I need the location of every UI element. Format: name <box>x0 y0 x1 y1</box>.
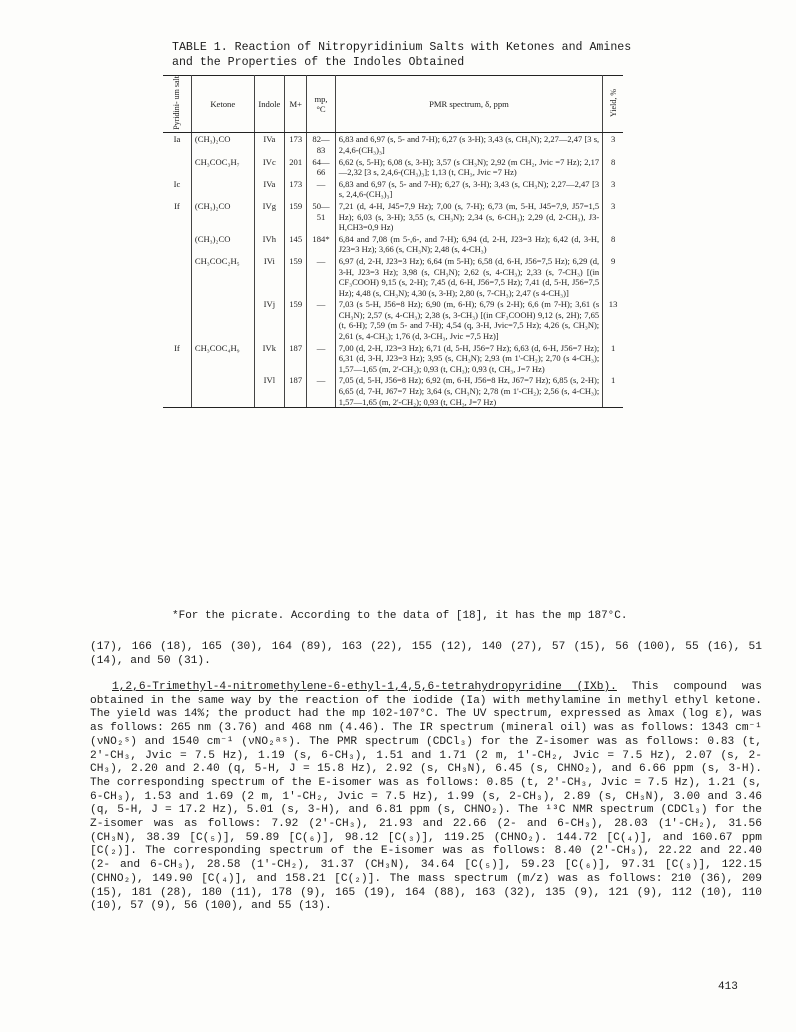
cell-mw: 145 <box>285 233 307 255</box>
cell-yield: 8 <box>610 233 616 244</box>
cell-ketone: CH₃COC₄H₉ <box>191 342 254 375</box>
cell-indole: IVl <box>254 374 284 407</box>
cell-ketone <box>191 298 254 341</box>
header-molecular-ion: M+ <box>285 76 307 133</box>
cell-mw: 173 <box>285 133 307 156</box>
cell-salt: If <box>163 200 191 233</box>
compound-description: This compound was obtained in the same way by the reaction of the iodide (Ia) with methylamine in methyl ethyl ketone. The yield was 14%; the product had the mp 102-107°C. The UV spectrum, expressed as λmax (log ε), was as follows: 265 nm (3.76) and 468 nm (4.46). The IR spectrum (mineral oil) was as follows: 1343 cm⁻¹ (νNO₂ˢ) and 1540 cm⁻¹ (νNO₂ᵃˢ). The PMR spectrum (CDCl₃) for the Z-isomer was as follows: 0.83 (t, 2'-CH₃, Jvic = 7.5 Hz), 1.19 (s, 6-CH₃), 1.51 and 1.71 (2 m, 1'-CH₂, Jvic = 7.5 Hz), 2.07 (s, 2-CH₃), 2.20 and 2.40 (q, 5-H, J = 15.8 Hz), 2.92 (s, CH₃N), 6.45 (s, CHNO₂), and 6.66 ppm (s, 3-H). The corresponding spectrum of the E-isomer was as follows: 0.85 (t, 2'-CH₃, Jvic = 7.5 Hz), 1.21 (s, 6-CH₃), 1.53 and 1.69 (2 m, 1'-CH₂, Jvic = 7.5 Hz), 1.99 (s, 2-CH₃), 2.89 (s, CH₃N), 3.00 and 3.46 (q, 5-H, J = 17.2 Hz), 5.01 (s, 3-H), and 6.81 ppm (s, CHNO₂). The ¹³C NMR spectrum (CDCl₃) for the Z-isomer was as follows: 7.92 (2'-CH₃), 21.93 and 22.66 (2- and 6-CH₃), 28.03 (1'-CH₂), 31.56 (CH₃N), 38.39 [C(₅)], 59.89 [C(₆)], 98.12 [C(₃)], 119.25 (CHNO₂). 144.72 [C(₄)], and 160.67 ppm [C(₂)]. The corresponding spectrum of the E-isomer was as follows: 8.40 (2'-CH₃), 22.22 and 22.40 (2- and 6-CH₃), 28.58 (1'-CH₂), 31.37 (CH₃N), 34.64 [C(₅)], 59.23 [C(₆)], 97.31 [C(₃)], 122.15 (CHNO₂), 149.90 [C(₄)], and 158.21 [C(₂)]. The mass spectrum (m/z) was as follows: 210 (36), 209 (15), 181 (28), 180 (11), 178 (9), 165 (19), 164 (88), 163 (32), 135 (9), 121 (9), 112 (10), 110 (10), 57 (9), 56 (100), and 55 (13). <box>90 681 762 913</box>
cell-yield: 3 <box>610 200 616 211</box>
cell-yield: 3 <box>610 134 616 145</box>
cell-mp: 64—66 <box>307 156 335 178</box>
cell-mw: 187 <box>285 342 307 375</box>
cell-ketone: CH₃COC₂H₅ <box>191 255 254 298</box>
header-yield: Yield, % <box>603 76 623 133</box>
table-row <box>163 178 623 200</box>
cell-yield: 1 <box>610 342 616 353</box>
cell-salt <box>163 255 191 298</box>
cell-pmr: 6,97 (d, 2-H, J23=3 Hz); 6,64 (m 5-H); 6,58 (d, 6-H, J56=7,5 Hz); 6,29 (d, 3-H, J23=3 Hz); 3,98 (s, CH₃N); 2,62 (s, 4-CH₃); 2,33 (s, 7-CH₃) [(in CF₃COOH) 9,15 (s, 2-H); 7,45 (d, 6-H, J56=7,5 Hz); 7,41 (d, 5-H, J56=7,5 Hz); 4,48 (s, CH₃N); 4,30 (s, 3-H); 2,80 (s, 7-CH₃); 2,47 (s 4-CH₃)] <box>335 255 602 298</box>
cell-salt <box>163 374 191 407</box>
cell-ketone: CH₃COC₃H₇ <box>191 156 254 178</box>
cell-mw: 187 <box>285 374 307 407</box>
cell-mp: — <box>307 178 335 200</box>
cell-mw: 159 <box>285 200 307 233</box>
cell-ketone <box>191 178 254 200</box>
header-ketone: Ketone <box>191 76 254 133</box>
cell-pmr: 6,62 (s, 5-H); 6,08 (s, 3-H); 3,57 (s CH₃N); 2,92 (m CH₂, Jvic =7 Hz); 2,17—2,32 [3 s, 2,4,6-(CH₃)₃]; 1,13 (t, CH₃, Jvic =7 Hz) <box>335 156 602 178</box>
compound-heading: 1,2,6-Trimethyl-4-nitromethylene-6-ethyl-1,4,5,6-tetrahydropyridine (IXb). <box>112 681 617 693</box>
table-row <box>163 255 623 298</box>
cell-indole: IVc <box>254 156 284 178</box>
cell-salt: If <box>163 342 191 375</box>
cell-ketone: (CH₃)₂CO <box>191 233 254 255</box>
cell-indole: IVa <box>254 178 284 200</box>
table-footnote: *For the picrate. According to the data of [18], it has the mp 187°C. <box>172 610 628 622</box>
cell-pmr: 7,21 (d, 4-H, J45=7,9 Hz); 7,00 (s, 7-H); 6,73 (m, 5-H, J45=7,9, J57=1,5 Hz); 6,03 (s, 3-H); 3,55 (s, CH₃N); 2,34 (s, 6-CH₃); 2,29 (d, 2-CH₃), J3-H,CH3=0,9 Hz) <box>335 200 602 233</box>
cell-ketone: (CH₃)₂CO <box>191 200 254 233</box>
cell-mp: 82—83 <box>307 133 335 156</box>
cell-pmr: 6,84 and 7,08 (m 5-,6-, and 7-H); 6,94 (d, 2-H, J23=3 Hz); 6,42 (d, 3-H, J23=3 Hz); 3,66 (s, CH₃N); 2,48 (s, 4-CH₃) <box>335 233 602 255</box>
cell-ketone <box>191 374 254 407</box>
cell-pmr: 7,05 (d, 5-H, J56=8 Hz); 6,92 (m, 6-H, J56=8 Hz, J67=7 Hz); 6,85 (s, 2-H); 6,65 (d, 7-H, J67=7 Hz); 3,64 (s, CH₃N); 2,78 (m 1'-CH₂); 2,56 (s, 4-CH₃); 1,57—1,65 (m, 2'-CH₂); 0,93 (t, CH₃, J=7 Hz) <box>335 374 602 407</box>
header-indole: Indole <box>254 76 284 133</box>
cell-indole: IVa <box>254 133 284 156</box>
cell-indole: IVj <box>254 298 284 341</box>
cell-indole: IVi <box>254 255 284 298</box>
cell-yield: 1 <box>603 374 623 407</box>
header-pyridinium-salt: Pyridini- um salt <box>163 76 191 133</box>
cell-indole: IVg <box>254 200 284 233</box>
cell-salt <box>163 298 191 341</box>
indole-table <box>163 75 623 408</box>
cell-yield: 13 <box>608 299 618 310</box>
header-melting-point: mp, °C <box>307 76 335 133</box>
cell-pmr: 7,03 (s 5-H, J56=8 Hz); 6,90 (m, 6-H); 6,79 (s 2-H); 6,6 (m 7-H); 3,61 (s CH₃N); 2,57 (s, 4-CH₃); 2,38 (s, 3-CH₃) [(in CF₃COOH) 9,12 (s, 2H); 7,65 (t, 6-H); 7,59 (m 5- and 7-H); 4,54 (q, 3-H, Jvic=7,5 Hz); 4,26 (s, CH₃N); 2,61 (s, 4-CH₃); 1,76 (d, 3-CH₃, Jvic =7,5 Hz)] <box>335 298 602 341</box>
cell-mp: — <box>307 342 335 375</box>
cell-mp: — <box>307 374 335 407</box>
cell-mw: 173 <box>285 178 307 200</box>
cell-mw: 159 <box>285 298 307 341</box>
cell-indole: IVh <box>254 233 284 255</box>
compound-paragraph <box>90 681 762 914</box>
table-caption: TABLE 1. Reaction of Nitropyridinium Salts with Ketones and Amines and the Properties of the Indoles Obtained <box>172 41 632 69</box>
cell-ketone: (CH₃)₂CO <box>191 133 254 156</box>
table-row <box>163 233 623 255</box>
cell-mw: 159 <box>285 255 307 298</box>
table-row <box>163 133 623 156</box>
table-row <box>163 342 623 375</box>
cell-yield: 9 <box>610 255 616 266</box>
cell-salt: Ic <box>163 178 191 200</box>
cell-mp: 184* <box>307 233 335 255</box>
cell-mp: — <box>307 298 335 341</box>
continuation-text: (17), 166 (18), 165 (30), 164 (89), 163 (22), 155 (12), 140 (27), 57 (15), 56 (100), 55 (16), 51 (14), and 50 (31). <box>90 641 762 667</box>
table-row <box>163 156 623 178</box>
table-header-row <box>163 76 623 133</box>
cell-mp: 50—51 <box>307 200 335 233</box>
cell-mw: 201 <box>285 156 307 178</box>
cell-pmr: 6,83 and 6,97 (s, 5- and 7-H); 6,27 (s 3-H); 3,43 (s, CH₃N); 2,27—2,47 [3 s, 2,4,6-(CH₃)₃] <box>335 133 602 156</box>
cell-salt: Ia <box>163 133 191 156</box>
table-row <box>163 200 623 233</box>
table-row <box>163 374 623 407</box>
cell-salt <box>163 156 191 178</box>
table-row <box>163 298 623 341</box>
header-pmr-spectrum: PMR spectrum, δ, ppm <box>335 76 602 133</box>
page-number: 413 <box>718 981 738 993</box>
cell-salt <box>163 233 191 255</box>
cell-pmr: 7,00 (d, 2-H, J23=3 Hz); 6,71 (d, 5-H, J56=7 Hz); 6,63 (d, 6-H, J56=7 Hz); 6,31 (d, 3-H, J23=3 Hz); 3,95 (s, CH₃N); 2,93 (m 1'-CH₂); 2,70 (s 4-CH₃); 1,57—1,65 (m, 2'-CH₂); 0,93 (t, CH₃); 0,93 (t, CH₃, J=7 Hz) <box>335 342 602 375</box>
cell-yield: 3 <box>610 178 616 189</box>
cell-yield: 8 <box>610 156 616 167</box>
cell-mp: — <box>307 255 335 298</box>
cell-pmr: 6,83 and 6,97 (s, 5- and 7-H); 6,27 (s, 3-H); 3,43 (s, CH₃N); 2,27—2,47 [3 s, 2,4,6-(CH₃)₃] <box>335 178 602 200</box>
cell-indole: IVk <box>254 342 284 375</box>
